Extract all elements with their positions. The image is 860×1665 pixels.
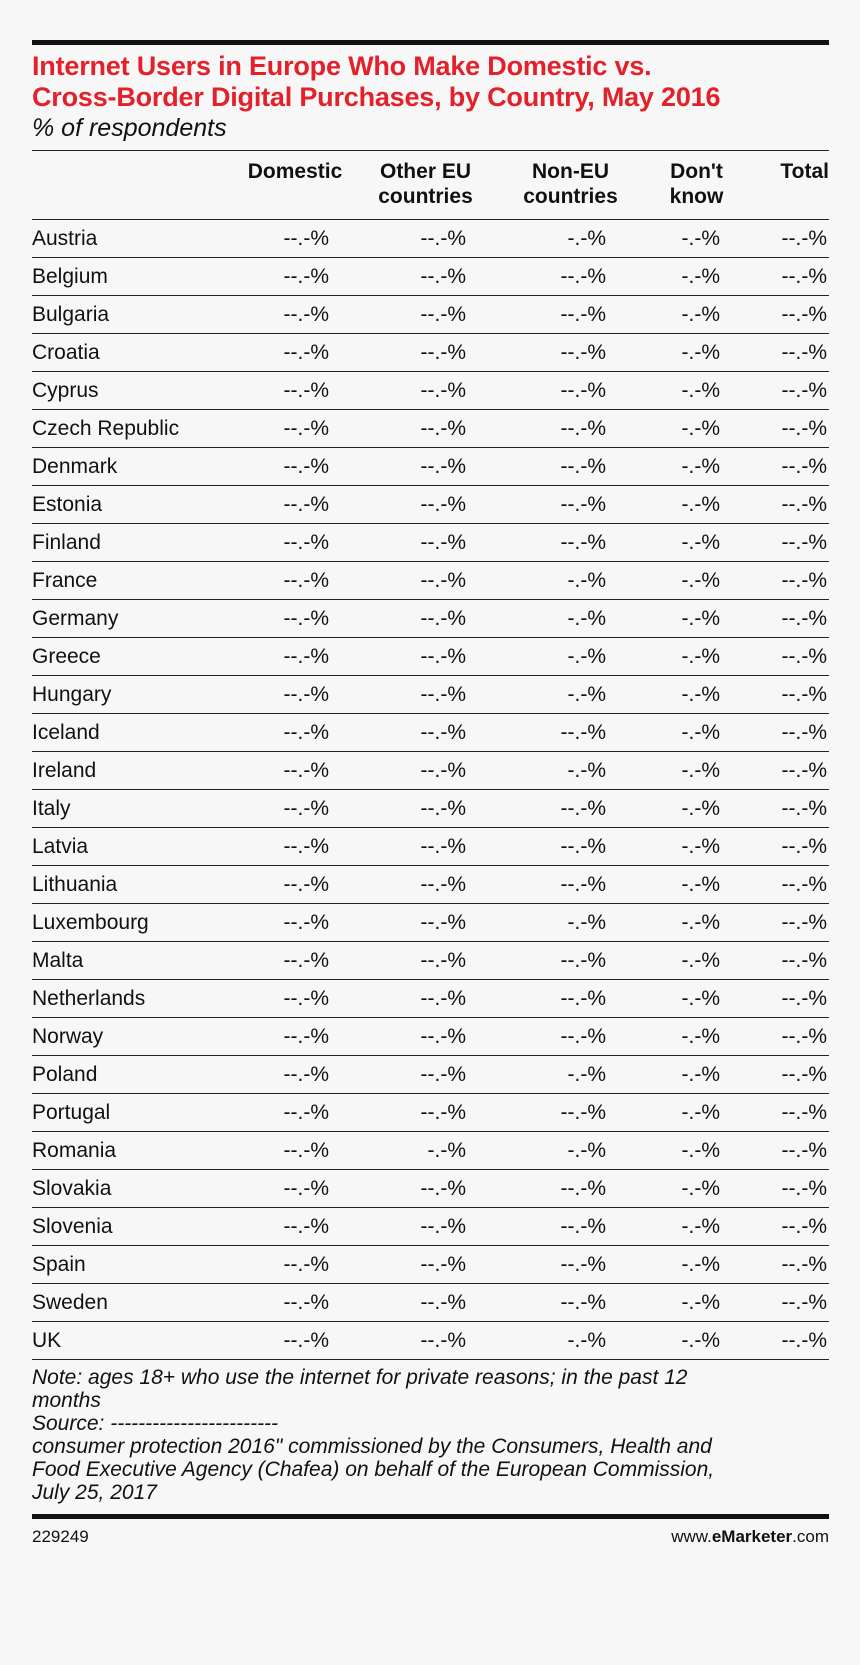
- value-cell-dont-know: -.-%: [643, 1094, 750, 1132]
- value-cell-domestic: --.-%: [237, 1132, 353, 1170]
- value-cell-dont-know: -.-%: [643, 1018, 750, 1056]
- value-cell-domestic: --.-%: [237, 1246, 353, 1284]
- value-cell-total: --.-%: [750, 980, 829, 1018]
- table-row: [32, 1208, 829, 1246]
- value-cell-other-eu: --.-%: [353, 410, 498, 448]
- value-cell-non-eu: --.-%: [498, 790, 643, 828]
- value-cell-dont-know: -.-%: [643, 828, 750, 866]
- table-row: [32, 942, 829, 980]
- table-row: [32, 676, 829, 714]
- table-row: [32, 1094, 829, 1132]
- value-cell-domestic: --.-%: [237, 1018, 353, 1056]
- value-cell-dont-know: -.-%: [643, 296, 750, 334]
- value-cell-domestic: --.-%: [237, 334, 353, 372]
- chart-title: [32, 51, 829, 113]
- value-cell-domestic: --.-%: [237, 600, 353, 638]
- value-cell-other-eu: --.-%: [353, 1094, 498, 1132]
- value-cell-dont-know: -.-%: [643, 562, 750, 600]
- value-cell-non-eu: -.-%: [498, 904, 643, 942]
- value-cell-other-eu: --.-%: [353, 1284, 498, 1322]
- value-cell-dont-know: -.-%: [643, 448, 750, 486]
- value-cell-dont-know: -.-%: [643, 372, 750, 410]
- value-cell-total: --.-%: [750, 1170, 829, 1208]
- value-cell-other-eu: --.-%: [353, 790, 498, 828]
- value-cell-total: --.-%: [750, 904, 829, 942]
- value-cell-domestic: --.-%: [237, 524, 353, 562]
- value-cell-total: --.-%: [750, 486, 829, 524]
- table-row: [32, 486, 829, 524]
- country-cell: Ireland: [32, 752, 237, 790]
- value-cell-dont-know: -.-%: [643, 1284, 750, 1322]
- value-cell-total: --.-%: [750, 562, 829, 600]
- header-other-eu: Other EU countries: [378, 160, 473, 208]
- country-cell: Italy: [32, 790, 237, 828]
- table-row: [32, 1056, 829, 1094]
- value-cell-total: --.-%: [750, 752, 829, 790]
- value-cell-non-eu: --.-%: [498, 448, 643, 486]
- value-cell-domestic: --.-%: [237, 1094, 353, 1132]
- country-cell: Poland: [32, 1056, 237, 1094]
- value-cell-total: --.-%: [750, 600, 829, 638]
- value-cell-non-eu: --.-%: [498, 1018, 643, 1056]
- value-cell-dont-know: -.-%: [643, 638, 750, 676]
- table-row: [32, 524, 829, 562]
- table-row: [32, 1132, 829, 1170]
- value-cell-total: --.-%: [750, 942, 829, 980]
- value-cell-other-eu: --.-%: [353, 486, 498, 524]
- source-line-4: July 25, 2017: [32, 1481, 157, 1504]
- value-cell-domestic: --.-%: [237, 1056, 353, 1094]
- table-row: [32, 1170, 829, 1208]
- value-cell-dont-know: -.-%: [643, 524, 750, 562]
- value-cell-total: --.-%: [750, 1246, 829, 1284]
- value-cell-dont-know: -.-%: [643, 258, 750, 296]
- footnote: [32, 1366, 829, 1504]
- value-cell-other-eu: --.-%: [353, 942, 498, 980]
- value-cell-dont-know: -.-%: [643, 334, 750, 372]
- value-cell-domestic: --.-%: [237, 372, 353, 410]
- value-cell-dont-know: -.-%: [643, 752, 750, 790]
- value-cell-domestic: --.-%: [237, 904, 353, 942]
- value-cell-dont-know: -.-%: [643, 904, 750, 942]
- value-cell-non-eu: --.-%: [498, 866, 643, 904]
- value-cell-non-eu: --.-%: [498, 524, 643, 562]
- chart-subtitle: % of respondents: [32, 114, 227, 142]
- table-row: [32, 790, 829, 828]
- value-cell-dont-know: -.-%: [643, 676, 750, 714]
- note-line-2: months: [32, 1389, 101, 1412]
- value-cell-other-eu: --.-%: [353, 448, 498, 486]
- country-cell: Croatia: [32, 334, 237, 372]
- value-cell-other-eu: --.-%: [353, 866, 498, 904]
- value-cell-dont-know: -.-%: [643, 486, 750, 524]
- value-cell-non-eu: --.-%: [498, 1170, 643, 1208]
- value-cell-total: --.-%: [750, 372, 829, 410]
- country-cell: Germany: [32, 600, 237, 638]
- table-row: [32, 600, 829, 638]
- table-row: [32, 410, 829, 448]
- value-cell-other-eu: --.-%: [353, 1170, 498, 1208]
- value-cell-total: --.-%: [750, 638, 829, 676]
- source-line-2: consumer protection 2016" commissioned by the Consumers, Health and: [32, 1435, 712, 1458]
- value-cell-total: --.-%: [750, 258, 829, 296]
- value-cell-other-eu: --.-%: [353, 1056, 498, 1094]
- value-cell-total: --.-%: [750, 524, 829, 562]
- chart-id: 229249: [32, 1527, 89, 1546]
- table-row: [32, 258, 829, 296]
- value-cell-non-eu: -.-%: [498, 600, 643, 638]
- table-header-row: [32, 151, 829, 220]
- header-non-eu: Non-EU countries: [523, 160, 618, 208]
- table-row: [32, 296, 829, 334]
- value-cell-other-eu: --.-%: [353, 372, 498, 410]
- value-cell-other-eu: --.-%: [353, 1322, 498, 1360]
- country-cell: Hungary: [32, 676, 237, 714]
- value-cell-non-eu: --.-%: [498, 1094, 643, 1132]
- value-cell-dont-know: -.-%: [643, 1208, 750, 1246]
- value-cell-domestic: --.-%: [237, 638, 353, 676]
- table-row: [32, 220, 829, 258]
- footer: [32, 1527, 829, 1547]
- value-cell-non-eu: --.-%: [498, 942, 643, 980]
- value-cell-domestic: --.-%: [237, 220, 353, 258]
- table-row: [32, 866, 829, 904]
- table-row: [32, 1018, 829, 1056]
- value-cell-non-eu: -.-%: [498, 676, 643, 714]
- value-cell-total: --.-%: [750, 828, 829, 866]
- value-cell-dont-know: -.-%: [643, 980, 750, 1018]
- value-cell-non-eu: -.-%: [498, 1322, 643, 1360]
- value-cell-total: --.-%: [750, 790, 829, 828]
- value-cell-non-eu: --.-%: [498, 714, 643, 752]
- value-cell-domestic: --.-%: [237, 1208, 353, 1246]
- country-cell: Netherlands: [32, 980, 237, 1018]
- value-cell-other-eu: --.-%: [353, 562, 498, 600]
- value-cell-total: --.-%: [750, 676, 829, 714]
- value-cell-domestic: --.-%: [237, 714, 353, 752]
- value-cell-domestic: --.-%: [237, 980, 353, 1018]
- value-cell-total: --.-%: [750, 1056, 829, 1094]
- value-cell-non-eu: --.-%: [498, 1284, 643, 1322]
- value-cell-other-eu: --.-%: [353, 524, 498, 562]
- value-cell-total: --.-%: [750, 1284, 829, 1322]
- country-cell: France: [32, 562, 237, 600]
- value-cell-total: --.-%: [750, 410, 829, 448]
- country-cell: Finland: [32, 524, 237, 562]
- value-cell-total: --.-%: [750, 1208, 829, 1246]
- value-cell-total: --.-%: [750, 220, 829, 258]
- value-cell-domestic: --.-%: [237, 296, 353, 334]
- value-cell-domestic: --.-%: [237, 1284, 353, 1322]
- country-cell: Estonia: [32, 486, 237, 524]
- value-cell-non-eu: -.-%: [498, 1132, 643, 1170]
- country-cell: Malta: [32, 942, 237, 980]
- value-cell-domestic: --.-%: [237, 828, 353, 866]
- country-cell: Denmark: [32, 448, 237, 486]
- value-cell-non-eu: --.-%: [498, 486, 643, 524]
- country-cell: Spain: [32, 1246, 237, 1284]
- value-cell-other-eu: --.-%: [353, 334, 498, 372]
- note-line-1: Note: ages 18+ who use the internet for private reasons; in the past 12: [32, 1366, 688, 1389]
- country-cell: Bulgaria: [32, 296, 237, 334]
- value-cell-domestic: --.-%: [237, 752, 353, 790]
- title-line-2: Cross-Border Digital Purchases, by Country, May 2016: [32, 82, 721, 112]
- table-row: [32, 1246, 829, 1284]
- country-cell: UK: [32, 1322, 237, 1360]
- value-cell-other-eu: --.-%: [353, 1246, 498, 1284]
- top-rule: [32, 40, 829, 45]
- header-dont-know: Don't know: [669, 160, 724, 208]
- value-cell-other-eu: --.-%: [353, 600, 498, 638]
- value-cell-domestic: --.-%: [237, 676, 353, 714]
- value-cell-domestic: --.-%: [237, 486, 353, 524]
- value-cell-other-eu: --.-%: [353, 904, 498, 942]
- table-row: [32, 372, 829, 410]
- value-cell-non-eu: --.-%: [498, 296, 643, 334]
- bottom-rule: [32, 1514, 829, 1519]
- value-cell-total: --.-%: [750, 1094, 829, 1132]
- value-cell-other-eu: --.-%: [353, 752, 498, 790]
- value-cell-non-eu: --.-%: [498, 258, 643, 296]
- header-domestic: Domestic: [247, 160, 343, 183]
- country-cell: Slovakia: [32, 1170, 237, 1208]
- table-row: [32, 980, 829, 1018]
- table-row: [32, 828, 829, 866]
- value-cell-dont-know: -.-%: [643, 1246, 750, 1284]
- country-cell: Iceland: [32, 714, 237, 752]
- table-row: [32, 448, 829, 486]
- value-cell-non-eu: -.-%: [498, 1056, 643, 1094]
- country-cell: Cyprus: [32, 372, 237, 410]
- value-cell-domestic: --.-%: [237, 942, 353, 980]
- value-cell-total: --.-%: [750, 448, 829, 486]
- value-cell-non-eu: --.-%: [498, 372, 643, 410]
- value-cell-non-eu: --.-%: [498, 980, 643, 1018]
- value-cell-domestic: --.-%: [237, 410, 353, 448]
- country-cell: Portugal: [32, 1094, 237, 1132]
- country-cell: Lithuania: [32, 866, 237, 904]
- country-cell: Slovenia: [32, 1208, 237, 1246]
- value-cell-domestic: --.-%: [237, 1170, 353, 1208]
- value-cell-dont-know: -.-%: [643, 790, 750, 828]
- value-cell-domestic: --.-%: [237, 1322, 353, 1360]
- value-cell-dont-know: -.-%: [643, 866, 750, 904]
- value-cell-dont-know: -.-%: [643, 1170, 750, 1208]
- value-cell-dont-know: -.-%: [643, 714, 750, 752]
- value-cell-non-eu: --.-%: [498, 410, 643, 448]
- value-cell-domestic: --.-%: [237, 562, 353, 600]
- value-cell-other-eu: --.-%: [353, 220, 498, 258]
- value-cell-total: --.-%: [750, 1018, 829, 1056]
- country-cell: Greece: [32, 638, 237, 676]
- value-cell-non-eu: --.-%: [498, 1246, 643, 1284]
- value-cell-other-eu: --.-%: [353, 1208, 498, 1246]
- value-cell-other-eu: -.-%: [353, 1132, 498, 1170]
- value-cell-non-eu: -.-%: [498, 638, 643, 676]
- country-cell: Norway: [32, 1018, 237, 1056]
- value-cell-non-eu: -.-%: [498, 562, 643, 600]
- value-cell-total: --.-%: [750, 1322, 829, 1360]
- value-cell-total: --.-%: [750, 296, 829, 334]
- country-cell: Czech Republic: [32, 410, 237, 448]
- title-line-1: Internet Users in Europe Who Make Domestic vs.: [32, 51, 652, 81]
- value-cell-domestic: --.-%: [237, 258, 353, 296]
- table-body: [32, 220, 829, 1360]
- value-cell-other-eu: --.-%: [353, 980, 498, 1018]
- value-cell-dont-know: -.-%: [643, 410, 750, 448]
- brand-link[interactable]: www.eMarketer.com: [671, 1527, 829, 1546]
- value-cell-other-eu: --.-%: [353, 258, 498, 296]
- table-row: [32, 1284, 829, 1322]
- value-cell-total: --.-%: [750, 866, 829, 904]
- table-row: [32, 714, 829, 752]
- value-cell-non-eu: --.-%: [498, 828, 643, 866]
- value-cell-other-eu: --.-%: [353, 638, 498, 676]
- value-cell-other-eu: --.-%: [353, 296, 498, 334]
- value-cell-dont-know: -.-%: [643, 600, 750, 638]
- value-cell-non-eu: --.-%: [498, 334, 643, 372]
- chart-container: [32, 40, 829, 1547]
- country-cell: Austria: [32, 220, 237, 258]
- value-cell-other-eu: --.-%: [353, 828, 498, 866]
- value-cell-non-eu: -.-%: [498, 752, 643, 790]
- value-cell-other-eu: --.-%: [353, 1018, 498, 1056]
- table-row: [32, 752, 829, 790]
- value-cell-total: --.-%: [750, 334, 829, 372]
- value-cell-dont-know: -.-%: [643, 1322, 750, 1360]
- table-row: [32, 562, 829, 600]
- country-cell: Sweden: [32, 1284, 237, 1322]
- value-cell-domestic: --.-%: [237, 866, 353, 904]
- value-cell-dont-know: -.-%: [643, 220, 750, 258]
- country-cell: Latvia: [32, 828, 237, 866]
- country-cell: Belgium: [32, 258, 237, 296]
- value-cell-non-eu: --.-%: [498, 1208, 643, 1246]
- header-country: [32, 151, 237, 220]
- value-cell-domestic: --.-%: [237, 790, 353, 828]
- value-cell-domestic: --.-%: [237, 448, 353, 486]
- value-cell-total: --.-%: [750, 1132, 829, 1170]
- value-cell-other-eu: --.-%: [353, 676, 498, 714]
- table-row: [32, 638, 829, 676]
- country-cell: Luxembourg: [32, 904, 237, 942]
- value-cell-dont-know: -.-%: [643, 1132, 750, 1170]
- country-cell: Romania: [32, 1132, 237, 1170]
- value-cell-dont-know: -.-%: [643, 942, 750, 980]
- table-row: [32, 904, 829, 942]
- value-cell-dont-know: -.-%: [643, 1056, 750, 1094]
- value-cell-total: --.-%: [750, 714, 829, 752]
- source-line-3: Food Executive Agency (Chafea) on behalf of the European Commission,: [32, 1458, 715, 1481]
- table-row: [32, 334, 829, 372]
- data-table: [32, 151, 829, 1360]
- value-cell-non-eu: -.-%: [498, 220, 643, 258]
- value-cell-other-eu: --.-%: [353, 714, 498, 752]
- header-total: Total: [780, 160, 829, 183]
- source-line-1: Source: ------------------------: [32, 1412, 279, 1435]
- table-row: [32, 1322, 829, 1360]
